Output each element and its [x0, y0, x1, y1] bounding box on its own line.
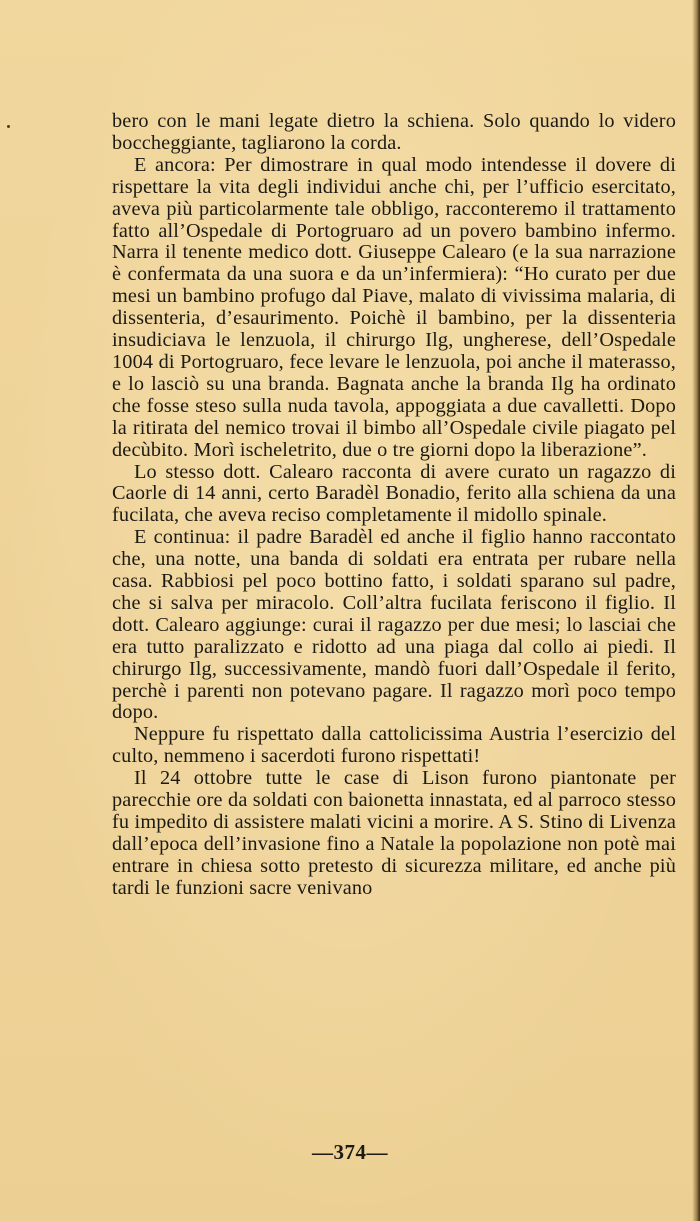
paragraph-1: bero con le mani legate dietro la schiena. Solo quando lo videro boccheggiante, tagliarono la corda. [112, 110, 676, 154]
body-text [112, 111, 676, 900]
paragraph-4: E continua: il padre Baradèl ed anche il figlio hanno raccontato che, una notte, una banda di soldati era entrata per rubare nella casa. Rabbiosi pel poco bottino fatto, i soldati sparano sul padre, che si salva per miracolo. Coll’altra fucilata feriscono il figlio. Il dott. Calearo aggiunge: curai il ragazzo per due mesi; lo lasciai che era tutto paralizzato e ridotto ad una piaga dal collo ai piedi. Il chirurgo Ilg, successivamente, mandò fuori dall’Ospedale il ferito, perchè i parenti non potevano pagare. Il ragazzo morì poco tempo dopo. [112, 526, 676, 724]
paragraph-5: Neppure fu rispettato dalla cattolicissima Austria l’esercizio del culto, nemmeno i sacerdoti furono rispettati! [112, 723, 676, 768]
page-binding-edge [692, 0, 700, 1221]
paragraph-6: Il 24 ottobre tutte le case di Lison furono piantonate per parecchie ore da soldati con baionetta innastata, ed al parroco stesso fu impedito di assistere malati vicini a morire. A S. Stino di Livenza dall’epoca dell’invasione fino a Natale la popolazione non potè mai entrare in chiesa sotto pretesto di sicurezza militare, ed anche più tardi le funzioni sacre venivano [112, 767, 676, 899]
paragraph-3: Lo stesso dott. Calearo racconta di avere curato un ragazzo di Caorle di 14 anni, certo Baradèl Bonadio, ferito alla schiena da una fucilata, che aveva reciso completamente il midollo spinale. [112, 460, 676, 527]
paragraph-2: E ancora: Per dimostrare in qual modo intendesse il dovere di rispettare la vita degli individui anche chi, per l’ufficio esercitato, aveva più particolarmente tale obbligo, racconteremo il trattamento fatto all’Ospedale di Portogruaro ad un povero bambino infermo. Narra il tenente medico dott. Giuseppe Calearo (e la sua narrazione è confermata da una suora e da un’infermiera): “Ho curato per due mesi un bambino profugo dal Piave, malato di vivissima malaria, di dissenteria, d’esaurimento. Poichè il bambino, per la dissenteria insudiciava le lenzuola, il chirurgo Ilg, ungherese, dell’Ospedale 1004 di Portogruaro, fece levare le lenzuola, poi anche il materasso, e lo lasciò su una branda. Bagnata anche la branda Ilg ha ordinato che fosse steso sulla nuda tavola, appoggiata a due cavalletti. Dopo la ritirata del nemico trovai il bimbo all’Ospedale civile piagato pel decùbito. Morì ischeletrito, due o tre giorni dopo la liberazione”. [112, 153, 676, 461]
page-speck [7, 125, 10, 128]
page-number: —374— [312, 1140, 388, 1164]
